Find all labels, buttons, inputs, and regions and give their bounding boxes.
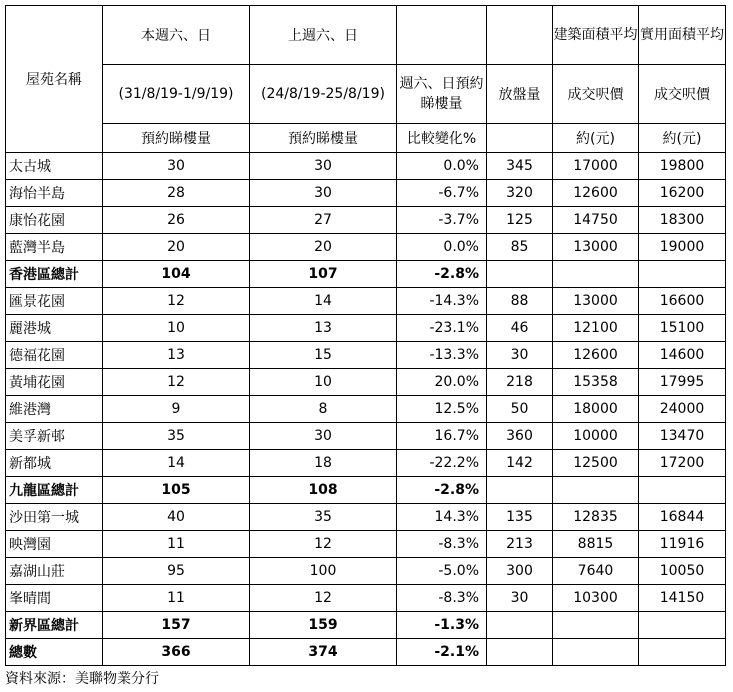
- estate-name: 新都城: [6, 450, 103, 477]
- saleable-price-value: [639, 639, 726, 666]
- saleable-price-value: 16200: [639, 180, 726, 207]
- last-week-value: 30: [250, 153, 397, 180]
- this-week-value: 13: [103, 342, 250, 369]
- estate-name: 沙田第一城: [6, 504, 103, 531]
- table-row: [6, 342, 726, 369]
- listings-value: 50: [487, 396, 553, 423]
- last-week-value: 15: [250, 342, 397, 369]
- listings-value: 142: [487, 450, 553, 477]
- last-week-header: 上週六、日: [250, 6, 397, 65]
- gross-price-value: [553, 261, 639, 288]
- change-value: -14.3%: [397, 288, 487, 315]
- this-week-value: 95: [103, 558, 250, 585]
- this-week-value: 366: [103, 639, 250, 666]
- saleable-price-header: 成交呎價: [639, 65, 726, 124]
- saleable-price-value: [639, 261, 726, 288]
- subtotal-row: [6, 612, 726, 639]
- saleable-price-value: 19800: [639, 153, 726, 180]
- estate-name: 峯晴間: [6, 585, 103, 612]
- gross-price-value: 7640: [553, 558, 639, 585]
- change-value: 12.5%: [397, 396, 487, 423]
- saleable-price-value: 19000: [639, 234, 726, 261]
- gross-price-value: [553, 639, 639, 666]
- gross-unit: 約(元): [553, 124, 639, 153]
- estate-header: 屋苑名稱: [6, 6, 103, 153]
- estate-name: 新界區總計: [6, 612, 103, 639]
- change-value: -8.3%: [397, 585, 487, 612]
- last-week-value: 100: [250, 558, 397, 585]
- this-week-value: 12: [103, 288, 250, 315]
- gross-price-header: 成交呎價: [553, 65, 639, 124]
- table-row: [6, 531, 726, 558]
- change-value: 20.0%: [397, 369, 487, 396]
- change-value: -2.1%: [397, 639, 487, 666]
- saleable-price-value: 16600: [639, 288, 726, 315]
- last-week-value: 10: [250, 369, 397, 396]
- last-week-subheader: 預約睇樓量: [250, 124, 397, 153]
- change-value: -2.8%: [397, 477, 487, 504]
- listings-value: 125: [487, 207, 553, 234]
- listings-value: [487, 639, 553, 666]
- header-row-3: [6, 124, 726, 153]
- change-value: 16.7%: [397, 423, 487, 450]
- estate-name: 康怡花園: [6, 207, 103, 234]
- gross-price-value: 8815: [553, 531, 639, 558]
- estate-name: 海怡半島: [6, 180, 103, 207]
- this-week-value: 9: [103, 396, 250, 423]
- estate-name: 麗港城: [6, 315, 103, 342]
- last-week-value: 20: [250, 234, 397, 261]
- table-row: [6, 423, 726, 450]
- last-week-value: 18: [250, 450, 397, 477]
- gross-price-value: 12600: [553, 342, 639, 369]
- listings-value: [487, 477, 553, 504]
- change-value: -5.0%: [397, 558, 487, 585]
- gross-price-value: 12835: [553, 504, 639, 531]
- table-row: [6, 585, 726, 612]
- last-week-value: 108: [250, 477, 397, 504]
- last-week-value: 14: [250, 288, 397, 315]
- saleable-price-value: 14150: [639, 585, 726, 612]
- listings-value: 30: [487, 342, 553, 369]
- change-value: -22.2%: [397, 450, 487, 477]
- subtotal-row: [6, 639, 726, 666]
- change-value: -3.7%: [397, 207, 487, 234]
- listings-value: 85: [487, 234, 553, 261]
- change-header: 週六、日預約睇樓量: [397, 65, 487, 124]
- last-week-range: (24/8/19-25/8/19): [250, 65, 397, 124]
- this-week-value: 12: [103, 369, 250, 396]
- listings-value: 360: [487, 423, 553, 450]
- change-value: 14.3%: [397, 504, 487, 531]
- this-week-value: 35: [103, 423, 250, 450]
- change-header-blank: [397, 6, 487, 65]
- listings-value: 135: [487, 504, 553, 531]
- this-week-value: 26: [103, 207, 250, 234]
- this-week-range: (31/8/19-1/9/19): [103, 65, 250, 124]
- this-week-value: 14: [103, 450, 250, 477]
- last-week-value: 107: [250, 261, 397, 288]
- saleable-price-value: 13470: [639, 423, 726, 450]
- change-value: -2.8%: [397, 261, 487, 288]
- gross-price-value: 18000: [553, 396, 639, 423]
- this-week-value: 11: [103, 585, 250, 612]
- estate-name: 匯景花園: [6, 288, 103, 315]
- saleable-price-value: [639, 612, 726, 639]
- this-week-value: 105: [103, 477, 250, 504]
- this-week-value: 157: [103, 612, 250, 639]
- change-value: 0.0%: [397, 153, 487, 180]
- estate-name: 美孚新邨: [6, 423, 103, 450]
- last-week-value: 27: [250, 207, 397, 234]
- table-row: [6, 315, 726, 342]
- estate-name: 嘉湖山莊: [6, 558, 103, 585]
- listings-value: 88: [487, 288, 553, 315]
- change-value: 0.0%: [397, 234, 487, 261]
- saleable-price-value: 16844: [639, 504, 726, 531]
- this-week-value: 40: [103, 504, 250, 531]
- estate-name: 維港灣: [6, 396, 103, 423]
- last-week-value: 374: [250, 639, 397, 666]
- estate-name: 太古城: [6, 153, 103, 180]
- listings-value: 213: [487, 531, 553, 558]
- change-subheader: 比較變化%: [397, 124, 487, 153]
- table-row: [6, 450, 726, 477]
- saleable-unit: 約(元): [639, 124, 726, 153]
- table-row: [6, 288, 726, 315]
- this-week-value: 28: [103, 180, 250, 207]
- saleable-price-value: 24000: [639, 396, 726, 423]
- saleable-area-header: 實用面積平均: [639, 6, 726, 65]
- gross-price-value: 17000: [553, 153, 639, 180]
- this-week-value: 104: [103, 261, 250, 288]
- saleable-price-value: 15100: [639, 315, 726, 342]
- estate-name: 香港區總計: [6, 261, 103, 288]
- listings-header: 放盤量: [487, 65, 553, 124]
- estate-name: 德福花園: [6, 342, 103, 369]
- last-week-value: 35: [250, 504, 397, 531]
- last-week-value: 8: [250, 396, 397, 423]
- table-row: [6, 558, 726, 585]
- table-row: [6, 234, 726, 261]
- gross-price-value: 14750: [553, 207, 639, 234]
- last-week-value: 159: [250, 612, 397, 639]
- change-value: -6.7%: [397, 180, 487, 207]
- gross-price-value: 12100: [553, 315, 639, 342]
- last-week-value: 13: [250, 315, 397, 342]
- saleable-price-value: [639, 477, 726, 504]
- saleable-price-value: 11916: [639, 531, 726, 558]
- gross-price-value: 12500: [553, 450, 639, 477]
- saleable-price-value: 14600: [639, 342, 726, 369]
- subtotal-row: [6, 261, 726, 288]
- gross-price-value: 10300: [553, 585, 639, 612]
- table-row: [6, 153, 726, 180]
- estate-name: 總數: [6, 639, 103, 666]
- table-row: [6, 180, 726, 207]
- estate-name: 藍灣半島: [6, 234, 103, 261]
- listings-value: 30: [487, 585, 553, 612]
- saleable-price-value: 17995: [639, 369, 726, 396]
- saleable-price-value: 10050: [639, 558, 726, 585]
- this-week-header: 本週六、日: [103, 6, 250, 65]
- change-value: -8.3%: [397, 531, 487, 558]
- gross-price-value: 15358: [553, 369, 639, 396]
- estate-name: 映灣園: [6, 531, 103, 558]
- listings-value: 218: [487, 369, 553, 396]
- table-row: [6, 504, 726, 531]
- gross-area-header: 建築面積平均: [553, 6, 639, 65]
- change-value: -23.1%: [397, 315, 487, 342]
- gross-price-value: 12600: [553, 180, 639, 207]
- header-row-1: [6, 6, 726, 65]
- listings-value: [487, 261, 553, 288]
- gross-price-value: 13000: [553, 288, 639, 315]
- estate-name: 黃埔花園: [6, 369, 103, 396]
- last-week-value: 30: [250, 180, 397, 207]
- listings-subheader-blank: [487, 124, 553, 153]
- listings-header-blank: [487, 6, 553, 65]
- saleable-price-value: 18300: [639, 207, 726, 234]
- viewing-table: [5, 5, 726, 666]
- table-row: [6, 396, 726, 423]
- last-week-value: 12: [250, 585, 397, 612]
- table-row: [6, 369, 726, 396]
- this-week-value: 11: [103, 531, 250, 558]
- gross-price-value: 13000: [553, 234, 639, 261]
- listings-value: 46: [487, 315, 553, 342]
- last-week-value: 30: [250, 423, 397, 450]
- listings-value: 320: [487, 180, 553, 207]
- change-value: -1.3%: [397, 612, 487, 639]
- last-week-value: 12: [250, 531, 397, 558]
- gross-price-value: 10000: [553, 423, 639, 450]
- change-value: -13.3%: [397, 342, 487, 369]
- table-row: [6, 207, 726, 234]
- estate-name: 九龍區總計: [6, 477, 103, 504]
- listings-value: 300: [487, 558, 553, 585]
- saleable-price-value: 17200: [639, 450, 726, 477]
- gross-price-value: [553, 477, 639, 504]
- this-week-subheader: 預約睇樓量: [103, 124, 250, 153]
- listings-value: [487, 612, 553, 639]
- this-week-value: 20: [103, 234, 250, 261]
- source-note: 資料來源：美聯物業分行: [5, 671, 159, 687]
- subtotal-row: [6, 477, 726, 504]
- this-week-value: 10: [103, 315, 250, 342]
- header-row-2: [6, 65, 726, 124]
- this-week-value: 30: [103, 153, 250, 180]
- listings-value: 345: [487, 153, 553, 180]
- gross-price-value: [553, 612, 639, 639]
